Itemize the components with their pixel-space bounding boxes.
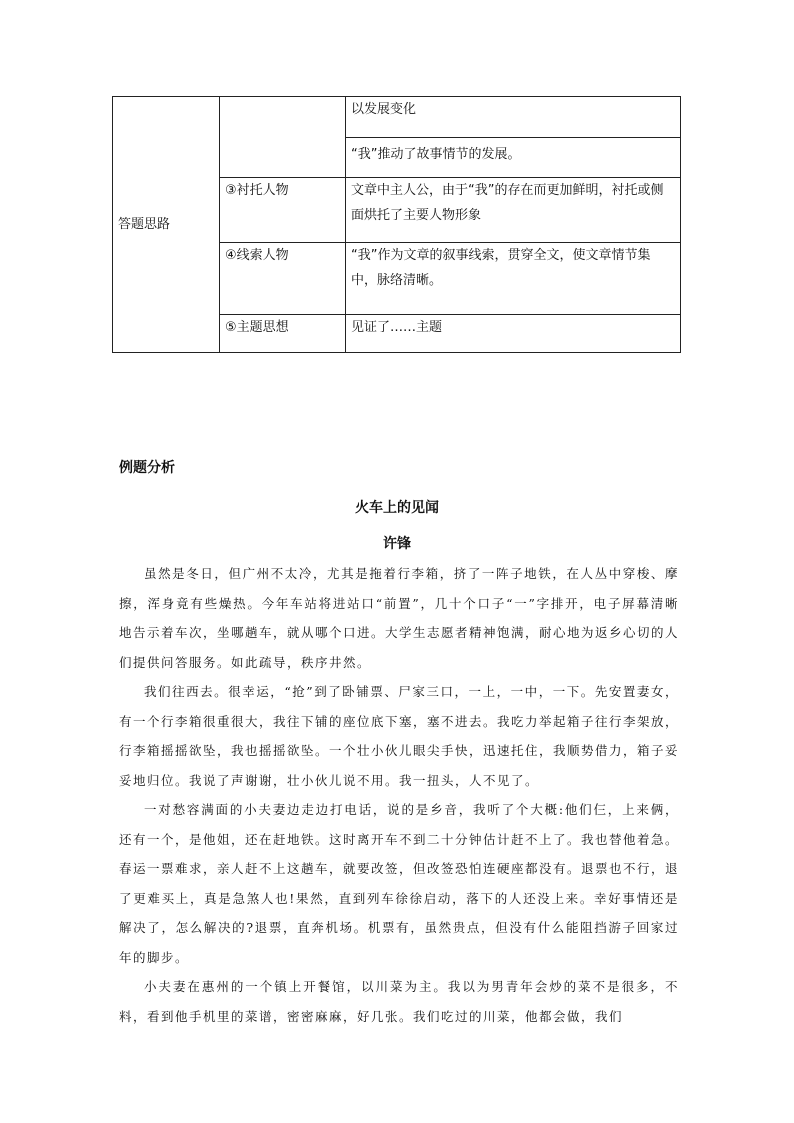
table-cell-item [220,315,346,353]
table-desc-text: “我”作为文章的叙事线索，贯穿全文，使文章情节集中，脉络清晰。 [351,248,651,288]
answer-approach-table [112,96,681,353]
paragraph: 小夫妻在惠州的一个镇上开餐馆，以川菜为主。我以为男青年会炒的菜不是很多，不料，看到他手机里的菜谱，密密麻麻，好几张。我们吃过的川菜，他都会做，我们 [119,979,679,1024]
table-desc-text: “我”推动了故事情节的发展。 [351,147,521,162]
paragraph: 一对愁容满面的小夫妻边走边打电话，说的是乡音，我听了个大概:他们仨，上来俩，还有一个，是他姐，还在赶地铁。这时离开车不到二十分钟估计赶不上了。我也替他着急。春运一票难求，亲人赶不上这趟车，就要改签，但改签恐怕连硬座都没有。退票也不行，退了更难买上，真是急煞人也!果然，直到列车徐徐启动，落下的人还没上来。幸好事情还是解决了，怎么解决的?退票，直奔机场。机票有，虽然贵点，但没有什么能阻挡游子回家过年的脚步。 [119,802,680,965]
table-cell-desc [346,315,681,353]
table-item-text: ③衬托人物 [225,183,289,198]
article-body [119,559,679,1031]
table-cell-item [220,97,346,178]
table-desc-text: 见证了……主题 [351,320,443,335]
table-row-header [113,97,220,353]
table-cell-desc [346,97,681,138]
table-desc-text: 以发展变化 [351,102,417,117]
table-cell-desc [346,178,681,243]
section-title: 例题分析 [119,460,175,476]
table-item-text: ④线索人物 [225,248,289,263]
paragraph: 虽然是冬日，但广州不太冷，尤其是拖着行李箱，挤了一阵子地铁，在人丛中穿梭、摩擦，浑身竟有些燥热。今年车站将进站口“前置”，几十个口子“一”字排开，电子屏幕清晰地告示着车次，坐哪趟车，就从哪个口进。大学生志愿者精神饱满，耐心地为返乡心切的人们提供问答服务。如此疏导，秩序井然。 [119,566,680,670]
article-author: 许锋 [383,536,411,552]
table-cell-item [220,243,346,315]
table-cell-item [220,178,346,243]
article-title: 火车上的见闻 [355,500,439,516]
paragraph: 我们往西去。很幸运，“抢”到了卧铺票、尸家三口，一上，一中，一下。先安置妻女，有一个行李箱很重很大，我往下铺的座位底下塞，塞不进去。我吃力举起箱子往行李架放，行李箱摇摇欲坠，我也摇摇欲坠。一个壮小伙儿眼尖手快，迅速托住，我顺势借力，箱子妥妥地归位。我说了声谢谢，壮小伙儿说不用。我一扭头，人不见了。 [119,684,680,788]
table-cell-desc [346,138,681,178]
table-cell-desc [346,243,681,315]
row-header-label: 答题思路 [118,217,171,232]
table-item-text: ⑤主题思想 [225,320,289,335]
table-desc-text: 文章中主人公，由于“我”的存在而更加鲜明，衬托或侧面烘托了主要人物形象 [351,183,664,223]
